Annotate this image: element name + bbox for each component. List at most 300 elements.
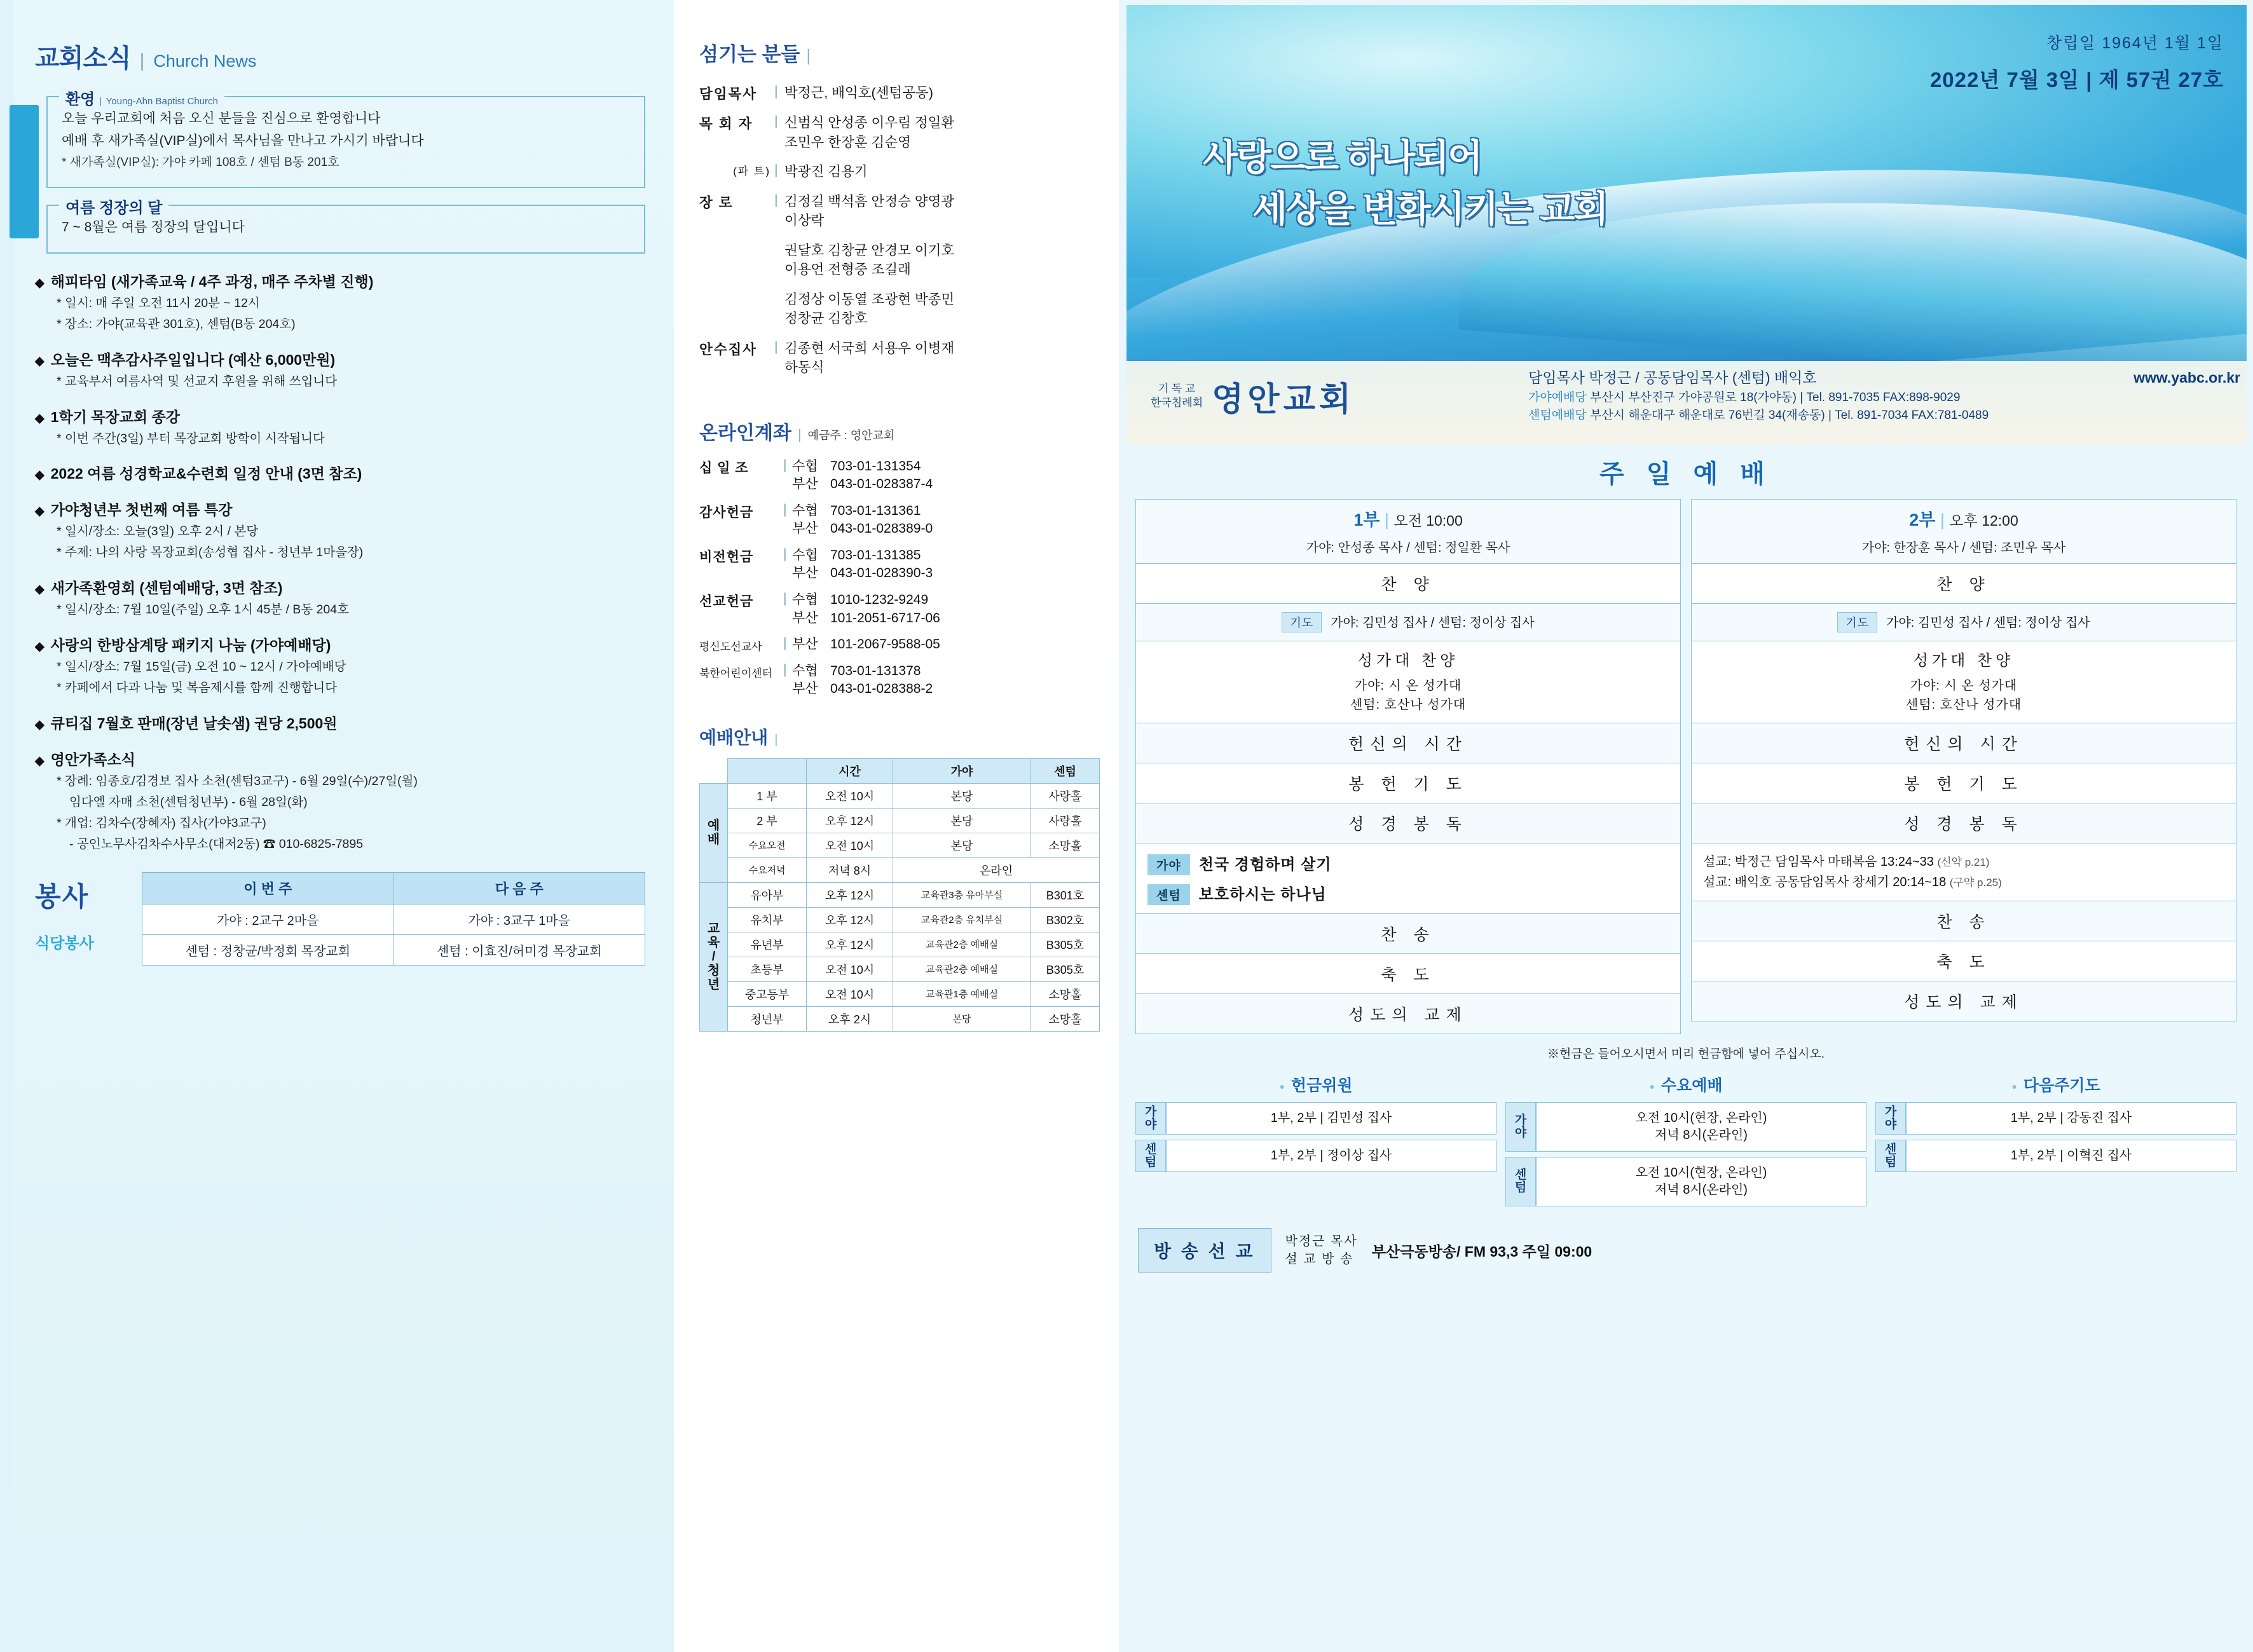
table-row — [700, 857, 1100, 882]
account-numbers — [792, 591, 940, 627]
table-row — [142, 904, 645, 934]
service-order-row — [1691, 641, 2236, 723]
worship-cell: 소망홀 — [1031, 981, 1099, 1006]
church-news-title — [35, 38, 645, 74]
service-order-row: 축 도 — [1691, 941, 2236, 981]
bank-name: 수협 — [792, 458, 818, 474]
worship-col-header — [728, 758, 807, 783]
account-name: 북한어린이센터 — [699, 667, 772, 679]
volunteer-cell: 센텀 : 정창균/박정회 목장교회 — [142, 934, 394, 965]
slogan-line-1: 사랑으로 하나되어 — [1203, 137, 1482, 178]
worship-cell: 오전 10시 — [807, 783, 893, 808]
news-item-head — [35, 498, 645, 519]
church-news-column — [0, 0, 674, 1652]
service-order-row: 찬 송 — [1691, 901, 2236, 941]
account-number: 703-01-131361 — [830, 503, 921, 518]
service-order-row — [1135, 604, 1681, 641]
worship-cell: 유치부 — [728, 907, 807, 932]
account-number-line — [792, 475, 933, 494]
worship-cell: 교육관3층 유아부실 — [893, 882, 1031, 907]
worship-cell: 1 부 — [728, 783, 807, 808]
info-value: 1부, 2부 | 정이상 집사 — [1166, 1140, 1496, 1172]
denomination-label — [1151, 382, 1203, 410]
worship-cell: 유아부 — [728, 882, 807, 907]
account-name: 선교헌금 — [699, 594, 754, 609]
worship-cell: 교육관2층 예배실 — [893, 932, 1031, 957]
account-divider: | — [783, 662, 787, 677]
volunteer-subtitle: 식당봉사 — [35, 934, 94, 952]
info-value: 1부, 2부 | 김민성 집사 — [1166, 1102, 1496, 1135]
news-item-line: * 주제: 나의 사랑 목장교회(송성협 집사 - 청년부 1마을장) — [57, 545, 364, 560]
service-header — [1691, 499, 2236, 564]
worship-cell: 유년부 — [728, 932, 807, 957]
bank-name: 부산 — [792, 637, 818, 652]
account-row — [699, 591, 1100, 627]
table-row — [700, 882, 1100, 907]
service-order-row: 성 경 봉 독 — [1135, 803, 1681, 843]
news-title-bar: | — [139, 50, 145, 71]
news-item-title: 2022 여름 성경학교&수련회 일정 안내 (3면 참조) — [50, 465, 362, 482]
news-item-line: * 이번 주간(3일) 부터 목장교회 방학이 시작됩니다 — [57, 431, 325, 446]
account-name: 십 일 조 — [699, 460, 749, 475]
worship-cell: 소망홀 — [1031, 833, 1099, 857]
table-row — [700, 833, 1100, 857]
account-divider: | — [783, 636, 787, 651]
worship-cell: 수요오전 — [728, 833, 807, 857]
service-order-row: 찬 송 — [1135, 914, 1681, 954]
bank-name: 수협 — [792, 663, 818, 678]
table-row — [700, 808, 1100, 833]
broadcast-line: 설 교 방 송 — [1285, 1252, 1354, 1266]
info-value: 1부, 2부 | 이혁진 집사 — [1906, 1140, 2236, 1172]
table-row — [700, 981, 1100, 1006]
worship-group-label: 예 배 — [700, 783, 728, 882]
info-row — [1875, 1102, 2236, 1135]
service-order-row: 헌신의 시간 — [1135, 723, 1681, 763]
news-item-title: 사랑의 한방삼계탕 패키지 나눔 (가야예배당) — [50, 637, 331, 654]
news-item-title: 해피타임 (새가족교육 / 4주 과정, 매주 주차별 진행) — [50, 273, 374, 290]
summer-legend: 여름 정장의 달 — [59, 195, 168, 217]
service-title — [1136, 506, 1680, 531]
account-row — [699, 458, 1100, 494]
church-contact-info — [1528, 367, 2240, 426]
service-name: 2부 — [1909, 510, 1936, 529]
bank-name: 부산 — [792, 681, 818, 697]
founded-date: 창립일 1964년 1월 1일 — [2046, 34, 2224, 52]
news-item-line: * 일시/장소: 7월 15일(금) 오전 10 ~ 12시 / 가야예배당 — [57, 660, 346, 674]
broadcast-preacher — [1285, 1232, 1358, 1268]
diamond-icon: ◆ — [35, 354, 45, 368]
prayer-text: 가야: 김민성 집사 / 센텀: 정이상 집사 — [1886, 616, 2090, 630]
news-item-line: * 장소: 가야(교육관 301호), 센텀(B동 204호) — [57, 317, 296, 331]
staff-names: 박정근, 배익호(센텀공동) — [784, 85, 933, 100]
centum-tel: | Tel. 891-7034 FAX:781-0489 — [1828, 409, 1989, 423]
choir-names: 가야: 시 온 성가대 센텀: 호산나 성가대 — [1905, 679, 2022, 712]
account-number: 043-01-028389-0 — [830, 521, 933, 536]
table-row — [700, 783, 1100, 808]
service-header — [1135, 499, 1681, 564]
worship-cell: 오전 10시 — [807, 981, 893, 1006]
account-number: 043-01-028387-4 — [830, 477, 933, 492]
news-item — [35, 577, 645, 618]
gaya-tag: 가야 — [1147, 854, 1190, 875]
hero-banner — [1126, 5, 2247, 444]
worship-cell: 본당 — [893, 833, 1031, 857]
worship-cell: 사랑홀 — [1031, 783, 1099, 808]
staff-role-label: 목 회 자 — [699, 116, 753, 132]
worship-title-bar: | — [774, 732, 778, 747]
prayer-tag: 기도 — [1282, 612, 1322, 632]
info-row — [1875, 1140, 2236, 1172]
news-item-title: 오늘은 맥추감사주일입니다 (예산 6,000만원) — [50, 351, 336, 368]
prayer-tag: 기도 — [1837, 612, 1877, 632]
worship-cell: 오후 12시 — [807, 808, 893, 833]
staff-row — [699, 290, 1100, 329]
account-number: 043-01-028388-2 — [830, 681, 933, 697]
info-value: 1부, 2부 | 강동진 집사 — [1906, 1102, 2236, 1135]
account-number-line — [792, 591, 940, 610]
sunday-worship-title: 주 일 예 배 — [1599, 460, 1772, 488]
gaya-label: 가야예배당 — [1528, 390, 1587, 404]
news-item-line: * 일시/장소: 7월 10일(주일) 오후 1시 45분 / B동 204호 — [57, 603, 349, 617]
table-row — [700, 907, 1100, 932]
volunteer-table — [142, 872, 645, 966]
worship-cell: 2 부 — [728, 808, 807, 833]
account-number-line — [792, 502, 933, 521]
welcome-legend-ko: 환영 — [65, 91, 95, 108]
account-numbers — [792, 662, 933, 699]
worship-cell: 오전 10시 — [807, 957, 893, 981]
service-order-row: 축 도 — [1135, 954, 1681, 994]
broadcast-channel: 부산극동방송/ FM 93,3 주일 09:00 — [1371, 1243, 1592, 1260]
info-value: 오전 10시(현장, 온라인) 저녁 8시(온라인) — [1536, 1102, 1866, 1152]
welcome-line-3: * 새가족실(VIP실): 가야 카페 108호 / 센텀 B동 201호 — [62, 156, 339, 170]
info-block — [1135, 1073, 1496, 1212]
worship-cell: 저녁 8시 — [807, 857, 893, 882]
welcome-line-1: 오늘 우리교회에 처음 오신 분들을 진심으로 환영합니다 — [62, 111, 381, 126]
account-number-line — [792, 662, 933, 681]
campus-tag: 가 야 — [1135, 1102, 1166, 1135]
staff-section-title — [699, 38, 1100, 67]
news-item-line: * 장례: 임종호/김경보 집사 소천(센텀3교구) - 6월 29일(수)/27일(월) — [57, 774, 418, 788]
service-order-row: 헌신의 시간 — [1691, 723, 2236, 763]
account-number: 043-01-028390-3 — [830, 566, 933, 581]
account-number-line — [792, 680, 933, 699]
news-item-line: * 일시/장소: 오늘(3일) 오후 2시 / 본당 — [57, 524, 259, 539]
diamond-icon: ◆ — [35, 411, 45, 425]
summer-line-1: 7 ~ 8월은 여름 정장의 달입니다 — [62, 219, 245, 235]
church-logo — [1134, 372, 1528, 420]
worship-col-header: 센텀 — [1031, 758, 1099, 783]
news-item-line: * 개업: 김차수(장혜자) 집사(가야3교구) — [57, 816, 266, 830]
staff-row — [699, 241, 1100, 280]
news-title-ko: 교회소식 — [35, 44, 131, 72]
centum-label: 센텀예배당 — [1528, 409, 1587, 423]
account-number-line — [792, 520, 933, 538]
denomination-line-1: 기 독 교 — [1158, 382, 1196, 395]
broadcast-badge: 방 송 선 교 — [1138, 1228, 1271, 1273]
service-order-row: 찬 양 — [1691, 564, 2236, 604]
news-item — [35, 748, 645, 853]
account-row — [699, 636, 1100, 654]
service-order-row: 성 경 봉 독 — [1691, 803, 2236, 843]
staff-role-label: 담임목사 — [699, 86, 758, 102]
news-item-head — [35, 577, 645, 597]
worship-cell: 소망홀 — [1031, 1006, 1099, 1031]
worship-cell: 청년부 — [728, 1006, 807, 1031]
news-item-line: - 공인노무사김차수사무소(대저2동) ☎ 010-6825-7895 — [69, 836, 364, 851]
volunteer-title-block — [35, 872, 130, 953]
news-item-line: * 카페에서 다과 나눔 및 복음제시를 함께 진행합니다 — [57, 681, 338, 695]
news-item — [35, 348, 645, 390]
worship-cell: 오후 12시 — [807, 882, 893, 907]
staff-row — [699, 162, 1100, 182]
table-row — [700, 1006, 1100, 1031]
staff-names: 김종현 서국희 서용우 이병재 하동식 — [784, 340, 955, 376]
account-number: 703-01-131385 — [830, 547, 921, 563]
worship-column — [1119, 0, 2253, 1652]
news-item-head — [35, 270, 645, 291]
staff-divider: | — [774, 162, 778, 178]
service-order-row: 찬 양 — [1135, 564, 1681, 604]
news-item-head — [35, 462, 645, 483]
gaya-tel: | Tel. 891-7035 FAX:898-9029 — [1800, 390, 1961, 404]
bank-name: 수협 — [792, 503, 818, 518]
service-bar: | — [1384, 510, 1389, 529]
worship-cell: 교육관2층 유치부실 — [893, 907, 1031, 932]
diamond-icon: ◆ — [35, 754, 45, 768]
service-order-row: 성도의 교제 — [1691, 981, 2236, 1021]
info-row — [1135, 1102, 1496, 1135]
news-item-head — [35, 712, 645, 733]
welcome-legend-en: Young-Ahn Baptist Church — [106, 96, 218, 107]
worship-cell: 오전 10시 — [807, 833, 893, 857]
campus-tag: 센 텀 — [1505, 1157, 1536, 1206]
service-title — [1692, 506, 2236, 531]
account-numbers — [792, 547, 933, 583]
staff-role-label: 안수집사 — [699, 341, 758, 357]
choir-title: 성가대 찬양 — [1913, 652, 2015, 669]
bank-name: 수협 — [792, 592, 818, 607]
slogan-line-2: 세상을 변화시키는 교회 — [1252, 188, 1608, 229]
staff-title-bar: | — [806, 46, 811, 65]
staff-divider: | — [774, 83, 778, 99]
account-section-title — [699, 417, 1100, 445]
staff-divider: | — [774, 113, 778, 128]
account-number: 703-01-131378 — [830, 663, 921, 678]
welcome-legend-bar: | — [99, 96, 102, 107]
worship-cell: B301호 — [1031, 882, 1099, 907]
staff-names: 권달호 김창균 안경모 이기호 이용언 전형중 조길래 — [784, 242, 955, 278]
news-item-line: * 교육부서 여름사역 및 선교지 후원을 위해 쓰입니다 — [57, 374, 338, 388]
pastor-names: 담임목사 박정근 / 공동담임목사 (센텀) 배익호 — [1528, 369, 1817, 386]
account-number-line — [792, 458, 933, 476]
news-item — [35, 498, 645, 561]
broadcast-mission — [1119, 1212, 2253, 1273]
info-block — [1505, 1073, 1866, 1212]
bank-name: 수협 — [792, 547, 818, 563]
worship-cell: 오후 12시 — [807, 907, 893, 932]
staff-row — [699, 192, 1100, 231]
volunteer-table-header — [142, 872, 645, 904]
broadcast-line: 박정근 목사 — [1285, 1234, 1358, 1248]
centum-address-row — [1528, 407, 2240, 425]
diamond-icon: ◆ — [35, 583, 45, 597]
campus-tag: 가 야 — [1875, 1102, 1906, 1135]
side-accent-bar — [10, 105, 39, 238]
worship-table-body — [700, 783, 1100, 1031]
service-order — [1135, 499, 1681, 1034]
church-slogan — [1203, 132, 1607, 235]
news-item-title: 1학기 목장교회 종강 — [50, 408, 180, 425]
news-item-list — [35, 270, 645, 853]
account-numbers — [792, 502, 933, 538]
service-order — [1691, 499, 2236, 1034]
centum-address: 부산시 해운대구 해운대로 76번길 34(재송동) — [1590, 409, 1825, 423]
worship-col-header: 시간 — [807, 758, 893, 783]
account-row — [699, 502, 1100, 538]
staff-row — [699, 83, 1100, 103]
news-item-head — [35, 406, 645, 427]
staff-names: 김정상 이동열 조광현 박종민 정창균 김창호 — [784, 291, 955, 327]
account-name: 감사헌금 — [699, 505, 754, 520]
account-title-bar: | — [797, 426, 802, 442]
account-name: 평신도선교사 — [699, 641, 762, 653]
account-number: 101-2051-6717-06 — [830, 610, 940, 625]
news-item — [35, 406, 645, 447]
service-order-columns — [1119, 499, 2253, 1034]
worship-title-ko: 예배안내 — [699, 727, 769, 747]
account-number-line — [792, 547, 933, 565]
news-item — [35, 270, 645, 333]
prayer-text: 가야: 김민성 집사 / 센텀: 정이상 집사 — [1331, 616, 1535, 630]
news-item-title: 영안가족소식 — [50, 751, 135, 768]
diamond-icon: ◆ — [35, 640, 45, 654]
staff-divider — [774, 241, 784, 280]
table-row — [700, 957, 1100, 981]
info-row — [1505, 1157, 1866, 1206]
staff-column — [674, 0, 1119, 1652]
account-number-line — [792, 636, 940, 654]
news-boxes — [46, 91, 645, 254]
worship-guide-title — [699, 724, 1100, 749]
table-row — [142, 934, 645, 965]
info-row — [1505, 1102, 1866, 1152]
worship-cell: 본당 — [893, 1006, 1031, 1031]
worship-cell: 중고등부 — [728, 981, 807, 1006]
worship-cell: 사랑홀 — [1031, 808, 1099, 833]
news-item-head — [35, 348, 645, 369]
account-name: 비전헌금 — [699, 549, 754, 564]
issue-info — [1930, 31, 2224, 93]
worship-cell: 초등부 — [728, 957, 807, 981]
offering-note: ※헌금은 들어오시면서 미리 헌금함에 넣어 주십시오. — [1547, 1048, 1825, 1061]
gaya-address: 부산시 부산진구 가야공원로 18(가야동) — [1590, 390, 1797, 404]
worship-guide-table — [699, 758, 1100, 1032]
news-title-en: Church News — [153, 51, 257, 71]
account-numbers — [792, 636, 940, 654]
bottom-info-blocks — [1119, 1073, 2253, 1212]
welcome-box — [46, 91, 645, 188]
staff-divider: | — [774, 191, 778, 207]
campus-tag: 센 텀 — [1135, 1140, 1166, 1172]
info-block-title: ● 헌금위원 — [1135, 1073, 1496, 1096]
church-website[interactable]: www.yabc.or.kr — [2133, 369, 2240, 386]
news-item-line: * 일시: 매 주일 오전 11시 20분 ~ 12시 — [57, 296, 260, 310]
staff-role-label: (파 트) — [733, 165, 770, 178]
volunteer-cell: 센텀 : 이효진/허미경 목장교회 — [394, 934, 645, 965]
news-item — [35, 462, 645, 483]
account-row — [699, 662, 1100, 699]
worship-group-label: 교 육 / 청 년 — [700, 882, 728, 1031]
staff-row — [699, 339, 1100, 378]
bank-name: 부산 — [792, 610, 818, 625]
church-identity-strip — [1134, 348, 2240, 444]
bank-name: 부산 — [792, 566, 818, 581]
service-order-row: 봉 헌 기 도 — [1691, 763, 2236, 803]
diamond-icon: ◆ — [35, 468, 45, 482]
staff-list — [699, 83, 1100, 378]
bank-name: 부산 — [792, 521, 818, 536]
worship-cell: B305호 — [1031, 957, 1099, 981]
centum-sermon-title: 보호하시는 하나님 — [1198, 886, 1327, 903]
pastor-line — [1528, 367, 2240, 389]
service-order-row: 성도의 교제 — [1135, 994, 1681, 1034]
info-value: 오전 10시(현장, 온라인) 저녁 8시(온라인) — [1536, 1157, 1866, 1206]
news-item-title: 새가족환영회 (센텀예배당, 3면 참조) — [50, 580, 283, 597]
worship-cell: 본당 — [893, 783, 1031, 808]
info-block-title: ● 수요예배 — [1505, 1073, 1866, 1096]
staff-role-label — [699, 290, 774, 329]
service-order-row — [1135, 641, 1681, 723]
service-name: 1부 — [1353, 510, 1380, 529]
account-divider: | — [783, 546, 787, 561]
news-item — [35, 634, 645, 697]
volunteer-cell: 가야 : 3교구 1마을 — [394, 904, 645, 934]
account-number-line — [792, 564, 933, 583]
worship-cell: 오후 12시 — [807, 932, 893, 957]
account-number: 101-2067-9588-05 — [830, 637, 940, 652]
volunteer-cell: 가야 : 2교구 2마을 — [142, 904, 394, 934]
volunteer-section — [35, 872, 645, 966]
worship-cell: B305호 — [1031, 932, 1099, 957]
account-numbers — [792, 458, 933, 494]
staff-role-label — [699, 241, 774, 280]
denomination-line-2: 한국침례회 — [1151, 397, 1203, 409]
welcome-legend — [59, 86, 224, 109]
service-time: 오후 12:00 — [1949, 512, 2018, 529]
staff-row — [699, 113, 1100, 152]
worship-table-header — [700, 758, 1100, 783]
campus-tag: 센 텀 — [1875, 1140, 1906, 1172]
info-block-title: ● 다음주기도 — [1875, 1073, 2236, 1096]
bank-name: 부산 — [792, 477, 818, 492]
news-item-title: 가야청년부 첫번째 여름 특강 — [50, 502, 233, 519]
staff-divider — [774, 290, 784, 329]
table-row — [700, 932, 1100, 957]
worship-cell: 교육관2층 예배실 — [893, 957, 1031, 981]
news-item-head — [35, 748, 645, 769]
service-pastors: 가야: 한장훈 목사 / 센텀: 조민우 목사 — [1861, 541, 2066, 555]
worship-cell: 본당 — [893, 808, 1031, 833]
service-time: 오전 10:00 — [1394, 512, 1463, 529]
info-row — [1135, 1140, 1496, 1172]
staff-names: 박광진 김용기 — [784, 164, 868, 180]
service-pastors: 가야: 안성종 목사 / 센텀: 정일환 목사 — [1306, 541, 1510, 555]
account-number: 1010-1232-9249 — [830, 592, 929, 607]
sermon-line-2: 설교: 배익호 공동담임목사 창세기 20:14~18 (구약 p.25) — [1703, 875, 2002, 889]
gaya-sermon-title: 천국 경험하며 살기 — [1198, 856, 1332, 873]
